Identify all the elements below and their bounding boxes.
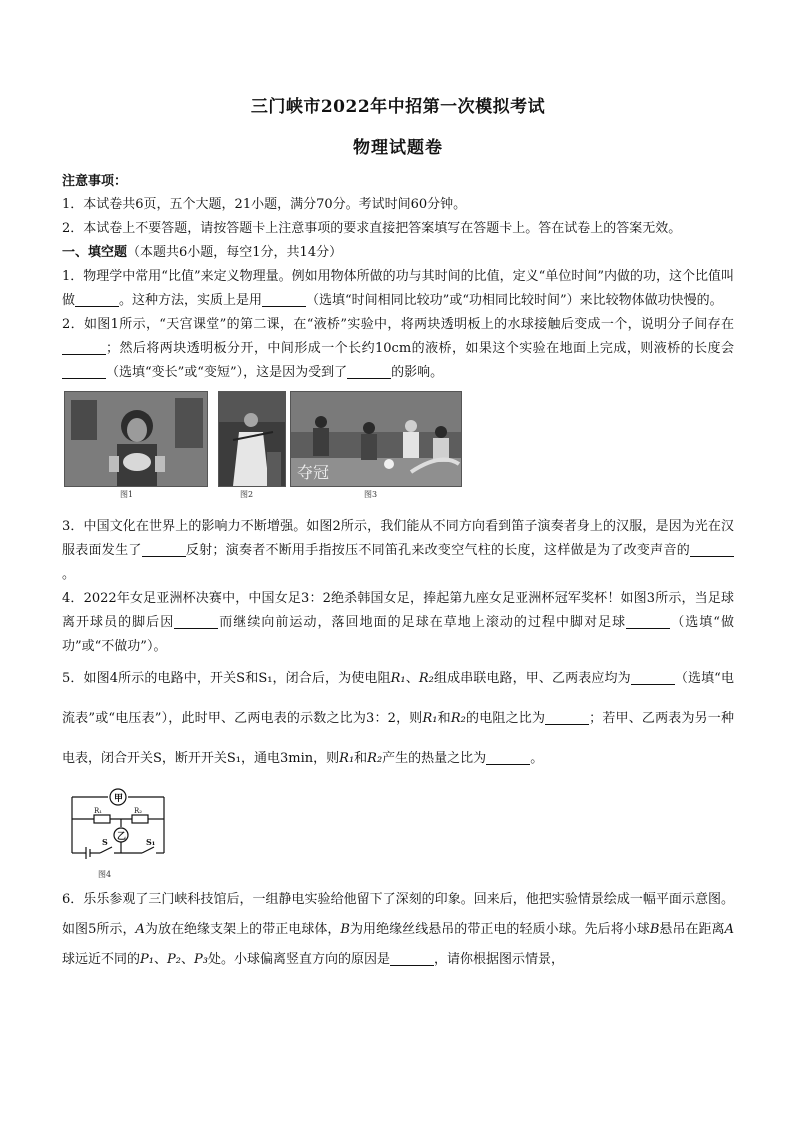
section-title: 一、填空题 [62,245,128,260]
switch-s1-label: S₁ [146,837,156,847]
figure-3-overlay-text: 夺冠 [297,463,330,482]
answer-blank[interactable] [62,364,106,379]
answer-blank[interactable] [690,542,734,557]
resistor-r1-label: R₁ [94,807,103,815]
exam-subtitle: 物理试题卷 [353,138,443,158]
answer-blank[interactable] [142,542,186,557]
answer-blank[interactable] [390,951,434,966]
answer-blank[interactable] [626,614,670,629]
section-heading [62,241,734,265]
answer-blank[interactable] [75,292,119,307]
switch-s-label: S [102,837,108,847]
question-3: 3．中国文化在世界上的影响力不断增强。如图2所示，我们能从不同方向看到笛子演奏者身上的汉服，是因为光在汉服表面发生了 反射；演奏者不断用手指按压不同笛孔来改变空气柱的长度，这样做是为了改变声音的。 [62,519,734,582]
figure-2-caption: 图2 [240,490,254,499]
figure-4-caption: 图4 [98,870,112,879]
question-2: 2．如图1所示，“天宫课堂”的第二课，在“液桥”实验中，将两块透明板上的水球接触后变成一个，说明分子间存在；然后将两块透明板分开，中间形成一个长约10cm的液桥，如果这个实验在地面上完成，则液桥的长度会（选填“变长”或“变短”），这是因为受到了 的影响。 [62,317,734,380]
notice-item-1: 1．本试卷共6页，五个大题，21小题，满分70分。考试时间60分钟。 [62,197,467,212]
notice-item-2: 2．本试卷上不要答题，请按答题卡上注意事项的要求直接把答案填写在答题卡上。答在试卷上的答案无效。 [62,221,682,236]
answer-blank[interactable] [174,614,218,629]
answer-blank[interactable] [545,710,589,725]
figure-1-caption: 图1 [120,490,134,499]
answer-blank[interactable] [631,670,675,685]
answer-blank[interactable] [62,340,106,355]
section-note: （本题共6小题，每空1分，共14分） [127,245,343,260]
figure-3-caption: 图3 [364,490,378,499]
resistor-r2-label: R₂ [134,807,143,815]
meter-yi-label: 乙 [117,832,127,842]
question-5: 5．如图4所示的电路中，开关S和S₁，闭合后，为使电阻R₁、R₂组成串联电路，甲、乙两表应均为 （选填“电流表”或“电压表”），此时甲、乙两电表的示数之比为3：2，则R₁和R₂的电阻之比为 ；若甲、乙两表为另一种电表，闭合开关S，断开开关S₁，通电3min，则R₁和R₂产生的热量之比为 。 [62,671,734,766]
answer-blank[interactable] [486,750,530,765]
figure-2-photo [218,391,286,487]
figure-1-photo [64,391,208,487]
figure-3-photo [290,391,462,487]
circuit-diagram [68,783,178,869]
question-4: 4．2022年女足亚洲杯决赛中，中国女足3：2绝杀韩国女足，捧起第九座女足亚洲杯冠军奖杯！如图3所示，当足球离开球员的脚后因 而继续向前运动，落回地面的足球在草地上滚动的过程中脚对足球 （选填“做功”或“不做功”）。 [62,591,734,654]
answer-blank[interactable] [347,364,391,379]
question-6: 6．乐乐参观了三门峡科技馆后，一组静电实验给他留下了深刻的印象。回来后，他把实验情景绘成一幅平面示意图。如图5所示，A为放在绝缘支架上的带正电球体，B为用绝缘丝线悬吊的带正电的轻质小球。先后将小球B悬吊在距离A球远近不同的P₁、P₂、P₃处。小球偏离竖直方向的原因是 ，请你根据图示情景， [62,892,734,967]
exam-title: 三门峡市2022年中招第一次模拟考试 [250,97,546,117]
notice-heading: 注意事项： [62,174,128,189]
figure-4-circuit [68,783,734,881]
question-1: 1．物理学中常用“比值”来定义物理量。例如用物体所做的功与其时间的比值，定义“单位时间”内做的功，这个比值叫做 。这种方法，实质上是用 （选填“时间相同比较功”或“功相同比较时间”）来比较物体做功快慢的。 [62,269,734,308]
meter-jia-label: 甲 [114,794,124,804]
exam-page [62,92,734,975]
figure-photos [64,391,734,509]
answer-blank[interactable] [262,292,306,307]
